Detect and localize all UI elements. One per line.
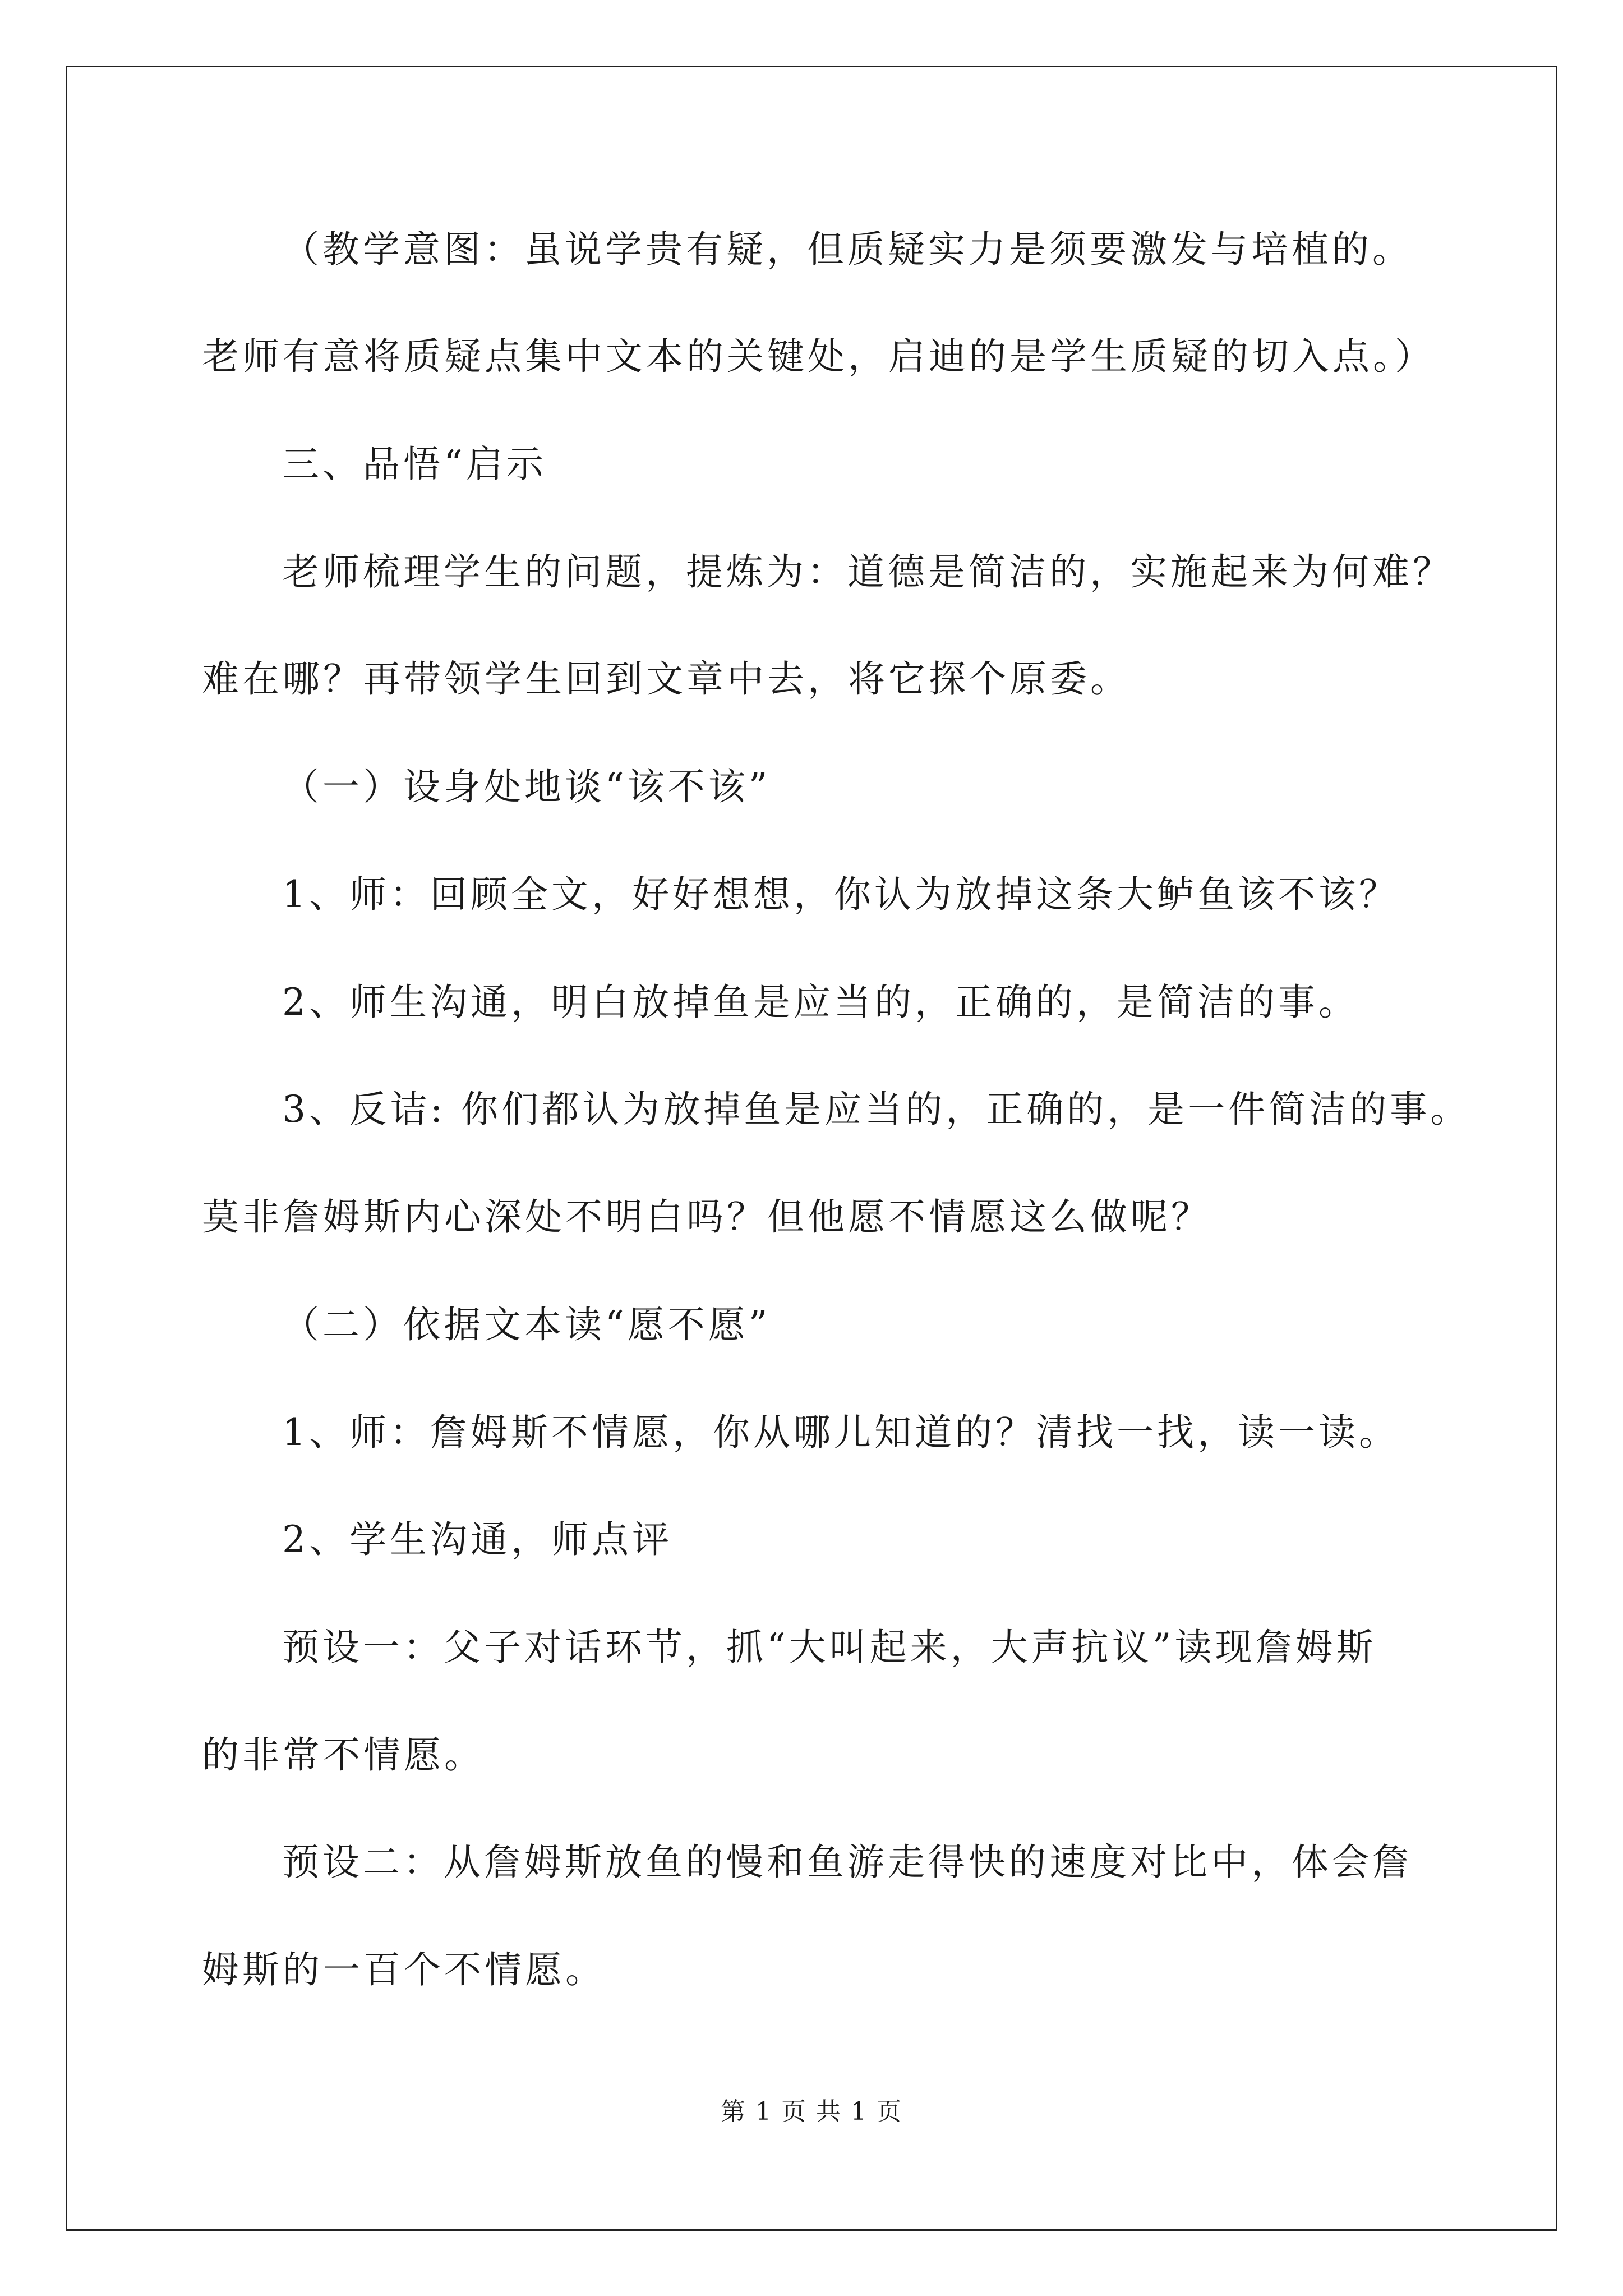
paragraph-line: 2、学生沟通，师点评 xyxy=(282,1518,672,1561)
paragraph-line: 1、师：回顾全文，好好想想，你认为放掉这条大鲈鱼该不该？ xyxy=(282,873,1399,916)
page-number-footer: 第 1 页 共 1 页 xyxy=(721,2097,902,2126)
paragraph-line: 莫非詹姆斯内心深处不明白吗？但他愿不情愿这么做呢？ xyxy=(202,1195,1211,1239)
paragraph-line: 姆斯的一百个不情愿。 xyxy=(202,1948,606,1991)
section-heading: 三、品悟“启示 xyxy=(282,443,547,486)
paragraph-line: 老师有意将质疑点集中文本的关键处，启迪的是学生质疑的切入点。） xyxy=(202,335,1435,378)
page-frame xyxy=(66,66,1557,2231)
paragraph-line: 老师梳理学生的问题，提炼为：道德是简洁的，实施起来为何难？ xyxy=(282,550,1453,593)
subsection-heading: （二）依据文本读“愿不愿” xyxy=(282,1303,771,1346)
paragraph-line: 1、师：詹姆斯不情愿，你从哪儿知道的？清找一找，读一读。 xyxy=(282,1411,1399,1454)
paragraph-line: 的非常不情愿。 xyxy=(202,1733,485,1777)
paragraph-line: 2、师生沟通，明白放掉鱼是应当的，正确的，是简洁的事。 xyxy=(282,981,1359,1024)
paragraph-line: 预设一：父子对话环节，抓“大叫起来，大声抗议”读现詹姆斯 xyxy=(282,1626,1377,1669)
paragraph-line: 3、反诘: 你们都认为放掉鱼是应当的，正确的，是一件简洁的事。 xyxy=(282,1088,1471,1131)
paragraph-line: 预设二：从詹姆斯放鱼的慢和鱼游走得快的速度对比中，体会詹 xyxy=(282,1841,1413,1884)
paragraph-line: （教学意图：虽说学贵有疑，但质疑实力是须要激发与培植的。 xyxy=(282,228,1413,271)
paragraph-line: 难在哪？再带领学生回到文章中去，将它探个原委。 xyxy=(202,657,1131,701)
subsection-heading: （一）设身处地谈“该不该” xyxy=(282,765,771,808)
